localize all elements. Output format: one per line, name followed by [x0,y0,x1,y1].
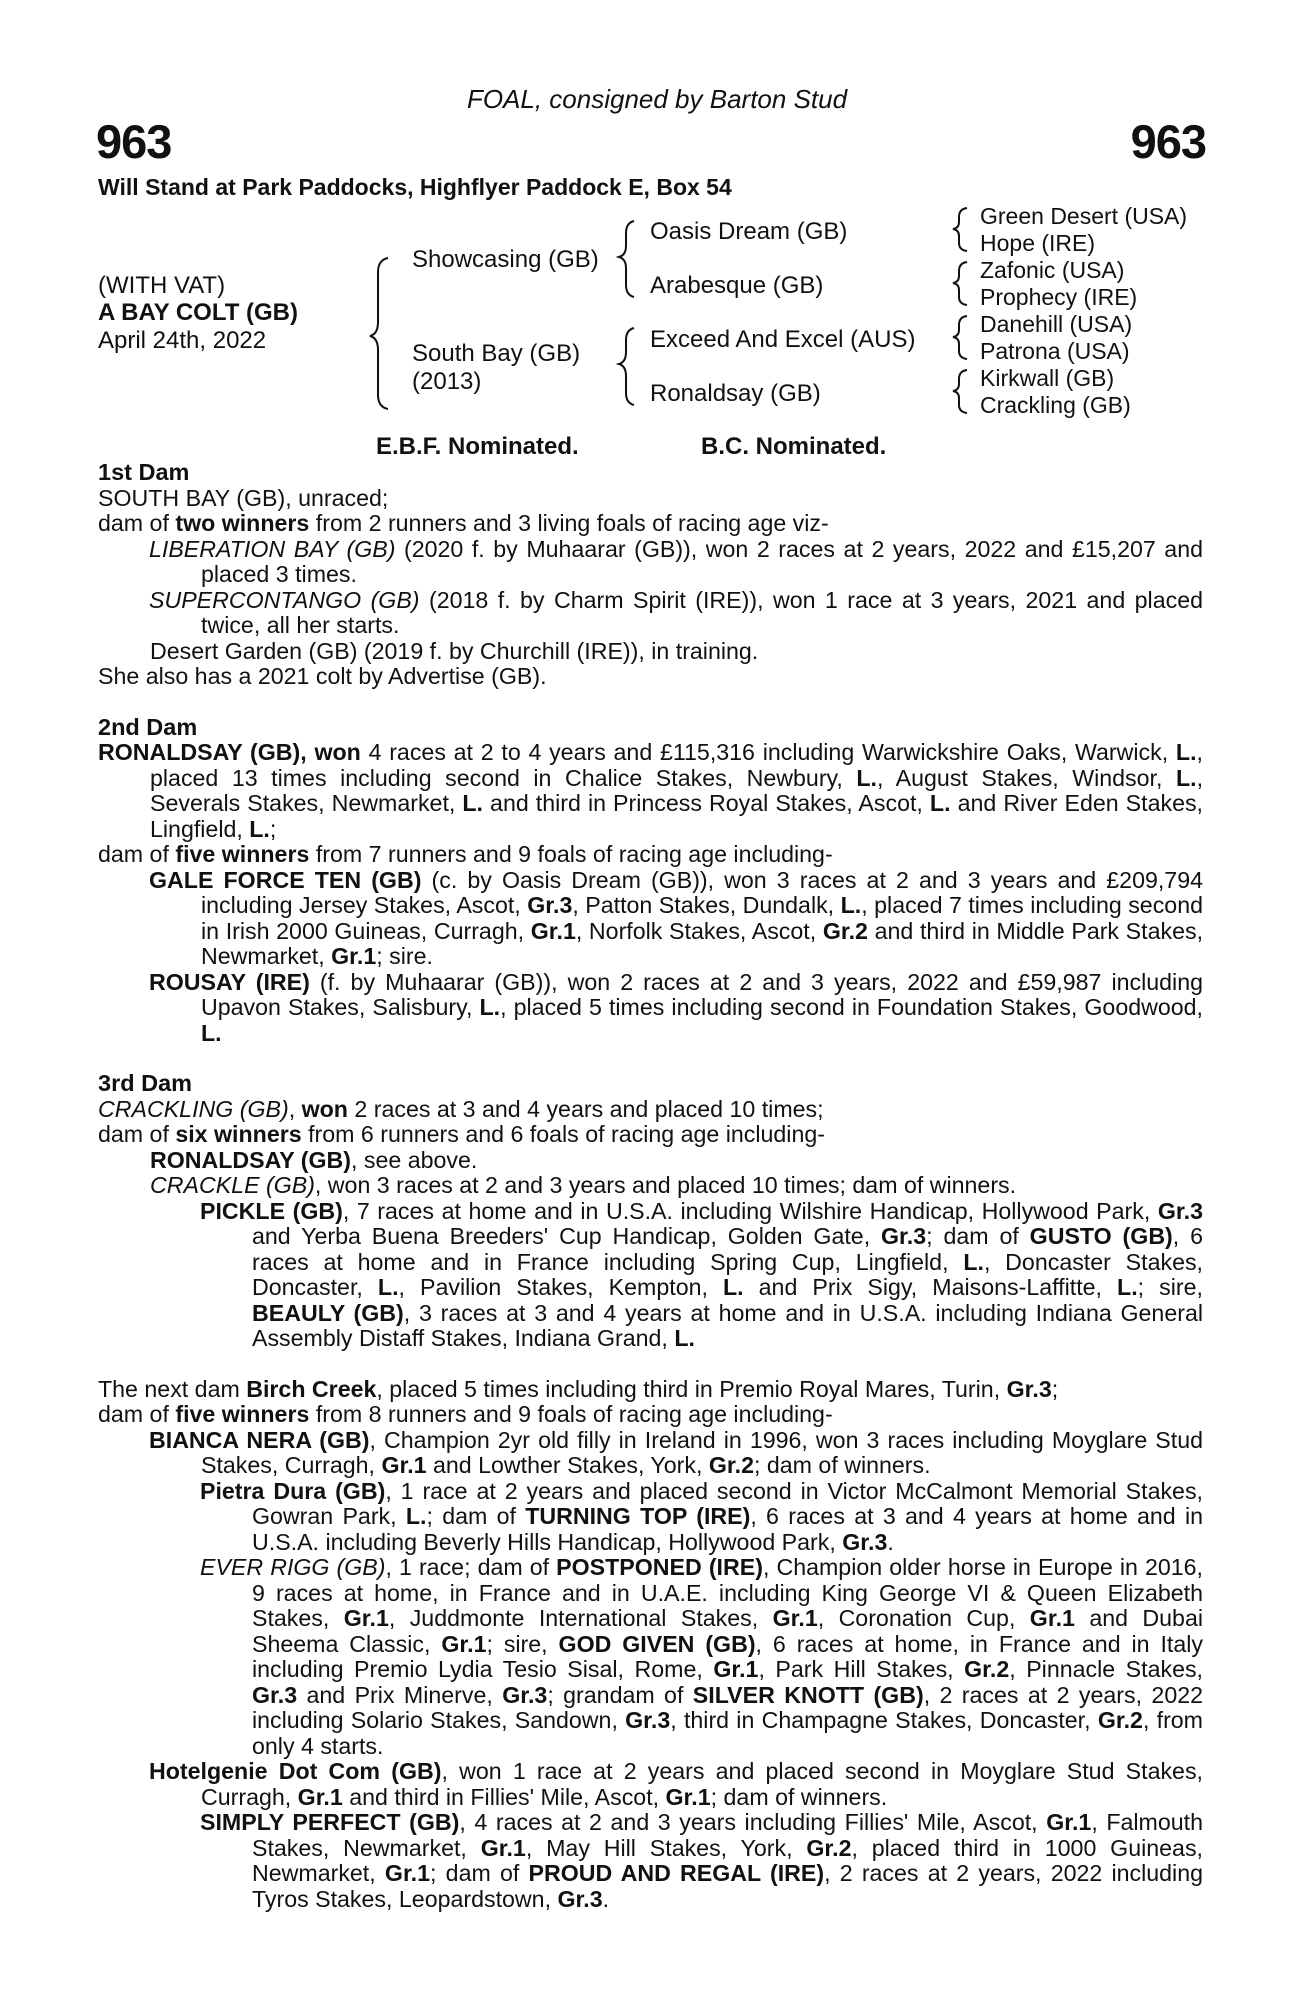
first-dam-heading: 1st Dam [98,459,190,485]
third-dam-produce-summary: dam of six winners from 6 runners and 6 foals of racing age including- [98,1121,825,1147]
horse-name: A BAY COLT (GB) [98,299,299,326]
consignment-line: FOAL, consigned by Barton Stud [466,84,848,114]
pedigree-gen3-4: Prophecy (IRE) [980,284,1138,310]
produce-entry: PICKLE (GB), 7 races at home and in U.S.A. including Wilshire Handicap, Hollywood Park, Gr.3 and Yerba Buena Breeders' Cup Handicap, Golden Gate, Gr.3; dam of GUSTO (GB), 6 races at home and in France including Spring Cup, Lingfield, L., Doncaster Stakes, Doncaster, L., Pavilion Stakes, Kempton, L. and Prix Sigy, Maisons-Laffitte, L.; sire, BEAULY (GB), 3 races at 3 and 4 years at home and in U.S.A. including Indiana General Assembly Distaff Stakes, Indiana Grand, L. [200,1197,1204,1351]
pedigree-gen3-8: Crackling (GB) [980,392,1131,418]
pedigree-gen3-7: Kirkwall (GB) [980,365,1115,391]
bc-nomination: B.C. Nominated. [701,433,887,460]
pedigree-gen2-3: Exceed And Excel (AUS) [650,326,916,353]
pedigree-gen2-4: Ronaldsay (GB) [650,380,821,407]
first-dam-line: SOUTH BAY (GB), unraced; [98,484,389,511]
produce-entry: EVER RIGG (GB), 1 race; dam of POSTPONED (IRE), Champion older horse in Europe in 2016, 9 races at home, in France and in U.A.E. including King George VI & Queen Elizabeth Stakes, Gr.1, Juddmonte International Stakes, Gr.1, Coronation Cup, Gr.1 and Dubai Sheema Classic, Gr.1; sire, GOD GIVEN (GB), 6 races at home, in France and in Italy including Premio Lydia Tesio Sisal, Rome, Gr.1, Park Hill Stakes, Gr.2, Pinnacle Stakes, Gr.3 and Prix Minerve, Gr.3; grandam of SILVER KNOTT (GB), 2 races at 2 years, 2022 including Solario Stakes, Sandown, Gr.3, third in Champagne Stakes, Doncaster, Gr.2, from only 4 starts. [200,1554,1204,1759]
ebf-nomination: E.B.F. Nominated. [376,433,579,460]
produce-entry: BIANCA NERA (GB), Champion 2yr old filly in Ireland in 1996, won 3 races including Moyglare Stud Stakes, Curragh, Gr.1 and Lowther Stakes, York, Gr.2; dam of winners. [149,1426,1203,1478]
stand-location: Will Stand at Park Paddocks, Highflyer Paddock E, Box 54 [98,174,732,200]
first-dam-produce-summary: dam of two winners from 2 runners and 3 living foals of racing age viz- [98,510,829,536]
pedigree-dam-year: (2013) [412,368,482,395]
pedigree-gen3-1: Green Desert (USA) [980,203,1188,229]
pedigree-gen3-6: Patrona (USA) [980,338,1130,364]
pedigree-gen3-5: Danehill (USA) [980,311,1133,337]
pedigree-gen2-2: Arabesque (GB) [650,272,824,299]
next-dam-produce-summary: dam of five winners from 8 runners and 9 foals of racing age including- [98,1401,833,1427]
lot-number-left: 963 [96,115,172,168]
produce-entry: LIBERATION BAY (GB) (2020 f. by Muhaarar (GB)), won 2 races at 2 years, 2022 and £15,207 and placed 3 times. [149,535,1203,587]
produce-entry: SIMPLY PERFECT (GB), 4 races at 2 and 3 years including Fillies' Mile, Ascot, Gr.1, Falmouth Stakes, Newmarket, Gr.1, May Hill Stakes, York, Gr.2, placed third in 1000 Guineas, Newmarket, Gr.1; dam of PROUD AND REGAL (IRE), 2 races at 2 years, 2022 including Tyros Stakes, Leopardstown, Gr.3. [200,1809,1204,1912]
pedigree-dam: South Bay (GB) [412,340,581,367]
produce-entry: SUPERCONTANGO (GB) (2018 f. by Charm Spirit (IRE)), won 1 race at 3 years, 2021 and placed twice, all her starts. [149,586,1203,638]
produce-entry: RONALDSAY (GB), see above. [150,1146,478,1173]
third-dam-heading: 3rd Dam [98,1070,193,1096]
vat-note: (WITH VAT) [98,272,226,299]
produce-entry: Desert Garden (GB) (2019 f. by Churchill (IRE)), in training. [150,637,759,664]
second-dam-line: RONALDSAY (GB), won 4 races at 2 to 4 years and £115,316 including Warwickshire Oaks, Warwick, L., placed 13 times including second in Chalice Stakes, Newbury, L., August Stakes, Windsor, L., Severals Stakes, Newmarket, L. and third in Princess Royal Stakes, Ascot, L. and River Eden Stakes, Lingfield, L.; [98,739,1204,842]
produce-entry: Pietra Dura (GB), 1 race at 2 years and placed second in Victor McCalmont Memorial Stakes, Gowran Park, L.; dam of TURNING TOP (IRE), 6 races at 3 and 4 years at home and in U.S.A. including Beverly Hills Handicap, Hollywood Park, Gr.3. [200,1477,1204,1555]
second-dam-produce-summary: dam of five winners from 7 runners and 9 foals of racing age including- [98,841,833,867]
foaled-date: April 24th, 2022 [98,327,267,354]
first-dam-footnote: She also has a 2021 colt by Advertise (GB). [98,663,547,689]
pedigree-gen3-2: Hope (IRE) [980,230,1096,256]
second-dam-heading: 2nd Dam [98,713,198,740]
pedigree-sire: Showcasing (GB) [412,246,599,273]
pedigree-gen2-1: Oasis Dream (GB) [650,218,848,245]
produce-entry: Hotelgenie Dot Com (GB), won 1 race at 2 years and placed second in Moyglare Stud Stakes, Curragh, Gr.1 and third in Fillies' Mile, Ascot, Gr.1; dam of winners. [149,1758,1203,1810]
produce-entry: CRACKLE (GB), won 3 races at 2 and 3 years and placed 10 times; dam of winners. [150,1172,1017,1198]
catalogue-body [98,460,1203,1912]
next-dam-line: The next dam Birch Creek, placed 5 times including third in Premio Royal Mares, Turin, Gr.3; [98,1375,1059,1402]
pedigree-gen3-3: Zafonic (USA) [980,257,1125,283]
produce-entry: GALE FORCE TEN (GB) (c. by Oasis Dream (GB)), won 3 races at 2 and 3 years and £209,794 including Jersey Stakes, Ascot, Gr.3, Patton Stakes, Dundalk, L., placed 7 times including second in Irish 2000 Guineas, Curragh, Gr.1, Norfolk Stakes, Ascot, Gr.2 and third in Middle Park Stakes, Newmarket, Gr.1; sire. [149,866,1204,969]
lot-number-right: 963 [1130,115,1206,168]
produce-entry: ROUSAY (IRE) (f. by Muhaarar (GB)), won 2 races at 2 and 3 years, 2022 and £59,987 including Upavon Stakes, Salisbury, L., placed 5 times including second in Foundation Stakes, Goodwood, L. [149,968,1203,1046]
third-dam-line: CRACKLING (GB), won 2 races at 3 and 4 years and placed 10 times; [98,1095,824,1122]
